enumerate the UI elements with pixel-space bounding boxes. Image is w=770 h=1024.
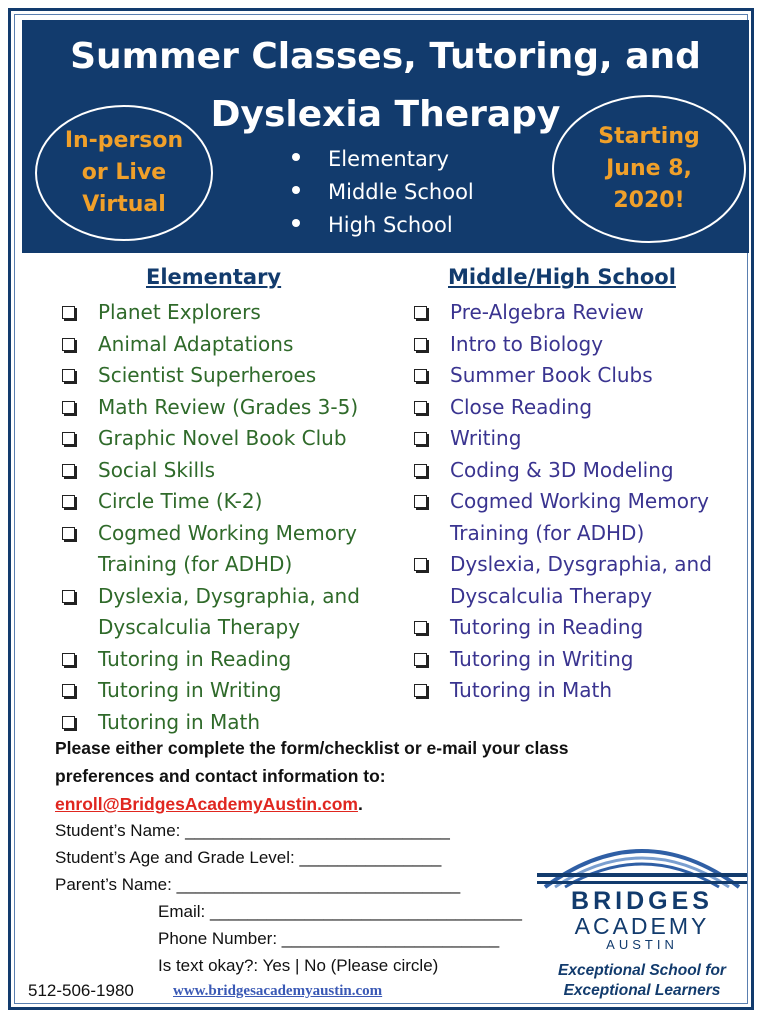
checklist-item[interactable] — [62, 455, 360, 487]
format-line: Virtual — [82, 192, 166, 217]
checkbox-icon[interactable] — [414, 495, 427, 508]
level-label: High School — [328, 213, 453, 237]
start-date-line: June 8, — [606, 156, 692, 181]
checklist-item[interactable] — [62, 486, 360, 518]
bullet-icon — [292, 186, 300, 194]
checkbox-icon[interactable] — [62, 464, 75, 477]
bridges-academy-logo — [537, 825, 747, 1005]
checkbox-icon[interactable] — [62, 338, 75, 351]
checklist-item[interactable] — [414, 644, 712, 676]
checklist-item-label: Summer Book Clubs — [450, 363, 653, 387]
checkbox-icon[interactable] — [414, 306, 427, 319]
checkbox-icon[interactable] — [62, 369, 75, 382]
middle-high-checklist — [414, 297, 712, 707]
checklist-item-label: Tutoring in Math — [450, 678, 613, 702]
checklist-item-label: Tutoring in Reading — [450, 615, 644, 639]
checklist-item-label: Animal Adaptations — [98, 331, 294, 356]
checklist-item-label: Close Reading — [450, 394, 593, 419]
checklist-item[interactable] — [414, 297, 712, 329]
logo-tagline1: Exceptional School for — [558, 962, 726, 979]
school-phone: 512-506-1980 — [28, 981, 134, 1000]
age-grade-field[interactable]: Student’s Age and Grade Level: _______________ — [55, 848, 442, 867]
instructions-line: Please either complete the form/checklist or e-mail your class — [55, 738, 569, 758]
checklist-item[interactable] — [414, 675, 712, 707]
logo-name-line2: ACADEMY — [574, 913, 710, 939]
checklist-item-label: Planet Explorers — [98, 300, 261, 324]
checklist-item[interactable] — [62, 297, 360, 329]
checklist-item-label: Cogmed Working Memory — [98, 520, 358, 545]
checkbox-icon[interactable] — [62, 653, 75, 666]
checkbox-icon[interactable] — [414, 432, 427, 445]
checkbox-icon[interactable] — [414, 558, 427, 571]
checklist-item[interactable] — [414, 392, 712, 424]
checklist-item[interactable] — [414, 612, 712, 644]
checklist-item[interactable] — [414, 549, 712, 581]
bullet-icon — [292, 219, 300, 227]
checklist-item-label: Tutoring in Writing — [98, 678, 282, 702]
instructions — [55, 734, 665, 818]
elementary-heading: Elementary — [146, 265, 282, 289]
checklist-item-continued: Training (for ADHD) — [98, 552, 293, 576]
checkbox-icon[interactable] — [62, 590, 75, 603]
checklist-item-label: Circle Time (K-2) — [98, 489, 263, 513]
logo-tagline2: Exceptional Learners — [563, 982, 721, 999]
bullet-icon — [292, 153, 300, 161]
format-oval — [35, 105, 213, 241]
checklist-item-label: Coding & 3D Modeling — [450, 457, 674, 482]
instructions-line: preferences and contact information to: — [55, 766, 386, 786]
checkbox-icon[interactable] — [62, 684, 75, 697]
page-title-line1: Summer Classes, Tutoring, and — [70, 36, 701, 77]
checklist-item[interactable] — [62, 329, 360, 361]
format-line: In-person — [64, 128, 184, 153]
level-label: Elementary — [328, 147, 449, 171]
elementary-checklist — [62, 297, 360, 738]
checkbox-icon[interactable] — [62, 716, 75, 729]
checklist-item-continued: Dyscalculia Therapy — [98, 615, 301, 639]
checklist-item-label: Social Skills — [98, 457, 216, 482]
email-suffix: . — [357, 794, 363, 814]
checklist-item[interactable] — [62, 360, 360, 392]
checklist-item[interactable] — [62, 675, 360, 707]
checklist-item[interactable] — [414, 360, 712, 392]
checklist-item[interactable] — [414, 455, 712, 487]
checklist-item-label: Math Review (Grades 3-5) — [98, 394, 359, 419]
text-okay-field[interactable]: Is text okay?: Yes | No (Please circle) — [158, 956, 439, 975]
checklist-item[interactable] — [62, 518, 360, 550]
checkbox-icon[interactable] — [414, 653, 427, 666]
checklist-item-label: Writing — [450, 426, 522, 450]
checklist-item-label: Cogmed Working Memory — [450, 489, 710, 513]
checkbox-icon[interactable] — [414, 684, 427, 697]
level-item — [292, 176, 474, 209]
level-item — [292, 209, 474, 242]
checklist-item[interactable] — [62, 644, 360, 676]
logo-name-line1: BRIDGES — [571, 887, 713, 915]
checklist-item-continued: Dyscalculia Therapy — [450, 583, 653, 608]
email-field[interactable]: Email: _________________________________ — [158, 902, 522, 921]
checklist-item[interactable] — [414, 486, 712, 518]
website-link[interactable]: www.bridgesacademyaustin.com — [173, 983, 383, 999]
checkbox-icon[interactable] — [414, 464, 427, 477]
checkbox-icon[interactable] — [62, 495, 75, 508]
checklist-item-label: Tutoring in Reading — [98, 646, 292, 671]
checkbox-icon[interactable] — [62, 527, 75, 540]
level-item — [292, 143, 474, 176]
checkbox-icon[interactable] — [414, 621, 427, 634]
checklist-item-label: Intro to Biology — [450, 331, 604, 356]
checkbox-icon[interactable] — [414, 338, 427, 351]
checkbox-icon[interactable] — [414, 369, 427, 382]
format-line: or Live — [81, 160, 167, 185]
checkbox-icon[interactable] — [62, 401, 75, 414]
checklist-item-label: Pre-Algebra Review — [450, 300, 644, 324]
start-date-line: 2020! — [613, 188, 685, 213]
logo-name-line3: AUSTIN — [606, 937, 678, 952]
checklist-item-continued: Training (for ADHD) — [450, 520, 645, 545]
parent-name-field[interactable]: Parent’s Name: ______________________________ — [55, 875, 461, 894]
enroll-email-link[interactable]: enroll@BridgesAcademyAustin.com — [55, 794, 358, 814]
checkbox-icon[interactable] — [62, 432, 75, 445]
start-date-oval — [552, 95, 746, 243]
checklist-item[interactable] — [62, 581, 360, 613]
page-title-line2: Dyslexia Therapy — [210, 94, 561, 135]
email-line — [55, 790, 665, 818]
checklist-item-label: Scientist Superheroes — [98, 363, 317, 387]
student-name-field[interactable]: Student’s Name: ____________________________ — [55, 821, 450, 840]
start-date-line: Starting — [598, 124, 700, 149]
checklist-item[interactable] — [414, 329, 712, 361]
checklist-item-label: Graphic Novel Book Club — [98, 426, 347, 450]
school-levels-list — [292, 143, 474, 242]
checklist-item-label: Dyslexia, Dysgraphia, and — [98, 583, 360, 608]
middle-high-heading: Middle/High School — [448, 265, 676, 289]
level-label: Middle School — [328, 180, 474, 204]
checkbox-icon[interactable] — [62, 306, 75, 319]
checklist-item[interactable] — [62, 392, 360, 424]
checkbox-icon[interactable] — [414, 401, 427, 414]
bridge-arch-icon — [537, 825, 747, 895]
checklist-item-label: Dyslexia, Dysgraphia, and — [450, 552, 712, 576]
checklist-item-label: Tutoring in Math — [98, 709, 261, 734]
checklist-item[interactable] — [414, 423, 712, 455]
checklist-item[interactable] — [62, 423, 360, 455]
checklist-item-label: Tutoring in Writing — [450, 646, 634, 671]
phone-field[interactable]: Phone Number: _______________________ — [158, 929, 500, 948]
